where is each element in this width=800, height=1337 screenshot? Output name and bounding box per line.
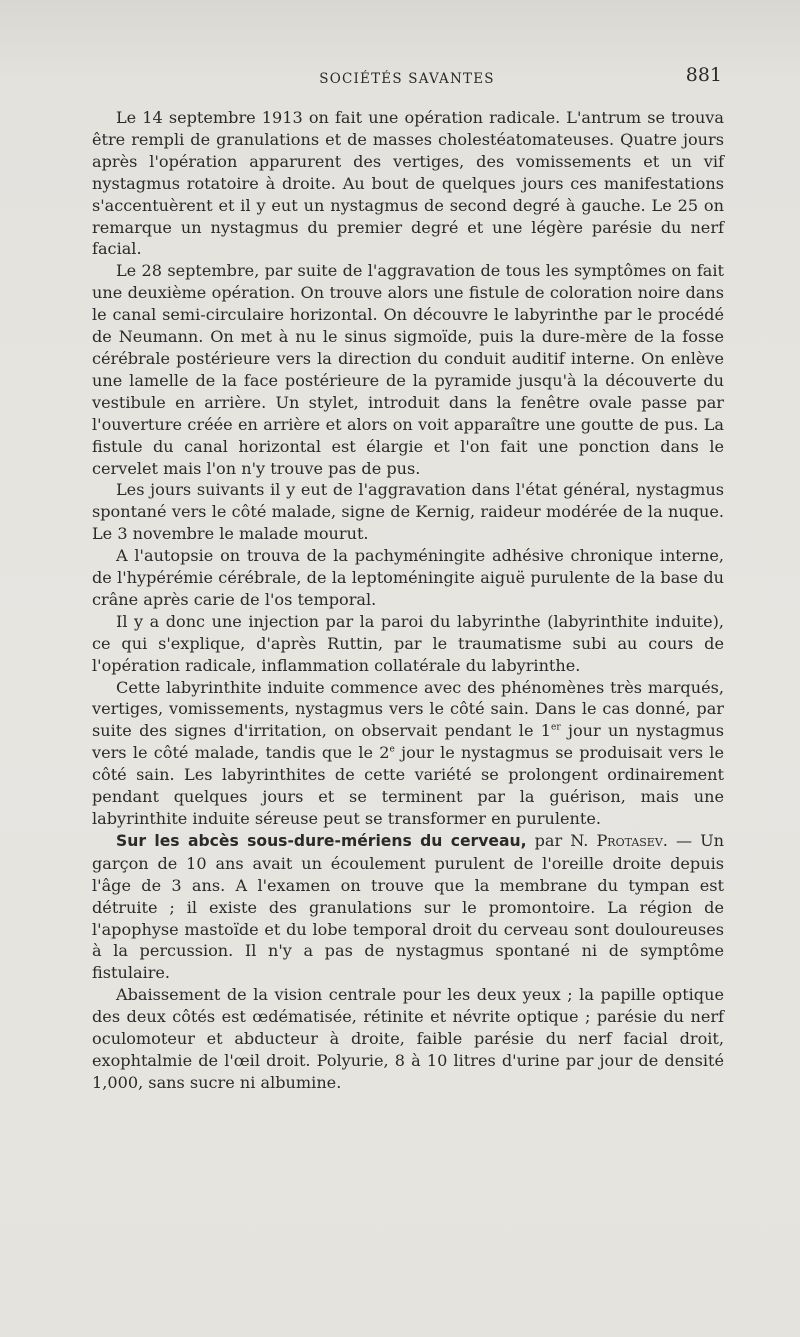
running-title: SOCIÉTÉS SAVANTES	[319, 71, 495, 87]
page-header	[92, 62, 722, 92]
paragraph-3: Les jours suivants il y eut de l'aggravation dans l'état général, nystagmus spontané vers le côté malade, signe de Kernig, raideur modérée de la nuque. Le 3 novembre le malade mourut.	[92, 480, 724, 544]
page-number: 881	[685, 64, 722, 86]
paragraph-6-part-a: Cette labyrinthite induite commence avec des phénomènes très marqués, vertiges, vomissements, nystagmus vers le côté sain. Dans le cas donné, par suite des signes d'irritation, on observait pendant le 1	[92, 677, 724, 741]
paragraph-6-part-b: jour un nystagmus vers le côté malade, tandis que le 2	[92, 721, 725, 763]
paragraph-1: Le 14 septembre 1913 on fait une opération radicale. L'antrum se trouva être rempli de granulations et de masses cholestéatomateuses. Quatre jours après l'opération apparurent des vertiges, des vomissements et un vif nystagmus rotatoire à droite. Au bout de quelques jours ces manifestations s'accentuèrent et il y eut un nystagmus de second degré à gauche. Le 25 on remarque un nystagmus du premier degré et une légère parésie du nerf facial.	[92, 108, 724, 259]
paragraph-4: A l'autopsie on trouva de la pachyméningite adhésive chronique interne, de l'hypérémie cérébrale, de la leptoméningite aiguë purulente de la base du crâne après carie de l'os temporal.	[92, 546, 724, 609]
paragraph-2: Le 28 septembre, par suite de l'aggravation de tous les symptômes on fait une deuxième opération. On trouve alors une fistule de coloration noire dans le canal semi-circulaire horizontal. On découvre le labyrinthe par le procédé de Neumann. On met à nu le sinus sigmoïde, puis la dure-mère de la fosse cérébrale postérieure vers la direction du conduit auditif interne. On enlève une lamelle de la face postérieure de la pyramide jusqu'à la découverte du vestibule en arrière. Un stylet, introduit dans la fenêtre ovale passe par l'ouverture créée en arrière et alors on voit apparaître une goutte de pus. La fistule du canal horizontal est élargie et l'on fait une ponction dans le cervelet mais l'on n'y trouve pas de pus.	[92, 261, 724, 478]
body-text	[92, 107, 724, 1094]
ordinal-superscript: e	[389, 744, 395, 755]
ordinal-superscript: er	[551, 723, 561, 734]
paragraph-5: Il y a donc une injection par la paroi du labyrinthe (labyrinthite induite), ce qui s'explique, d'après Ruttin, par le traumatisme subi au cours de l'opération radicale, inflammation collatérale du labyrinthe.	[92, 611, 724, 675]
paragraph-6	[92, 677, 724, 830]
section-text: . — Un garçon de 10 ans avait un écoulement purulent de l'oreille droite depuis l'âge de 3 ans. A l'examen on trouve que la membrane du tympan est détruite ; il existe des granulations sur le promontoire. La région de l'apophyse mastoïde et du lobe temporal droit du cerveau sont douloureuses à la percussion. Il n'y a pas de nystagmus spontané ni de symptôme fistulaire.	[92, 830, 725, 983]
byline: par N.	[526, 830, 597, 850]
paragraph-6-part-c: jour le nystagmus se produisait vers le côté sain. Les labyrinthites de cette variété se prolongent ordinairement pendant quelques jours et se terminent par la guérison, mais une labyrinthite induite séreuse peut se transformer en purulente.	[92, 743, 724, 828]
section-paragraph	[92, 830, 724, 984]
paragraph-last: Abaissement de la vision centrale pour les deux yeux ; la papille optique des deux côtés est œdématisée, rétinite et névrite optique ; parésie du nerf oculomoteur et abducteur à droite, faible parésie du nerf facial droit, exophtalmie de l'œil droit. Polyurie, 8 à 10 litres d'urine par jour de densité 1,000, sans sucre ni albumine.	[92, 985, 724, 1092]
section-title: Sur les abcès sous-dure-mériens du cerveau,	[116, 831, 527, 850]
author-name: Protasev	[596, 830, 663, 850]
